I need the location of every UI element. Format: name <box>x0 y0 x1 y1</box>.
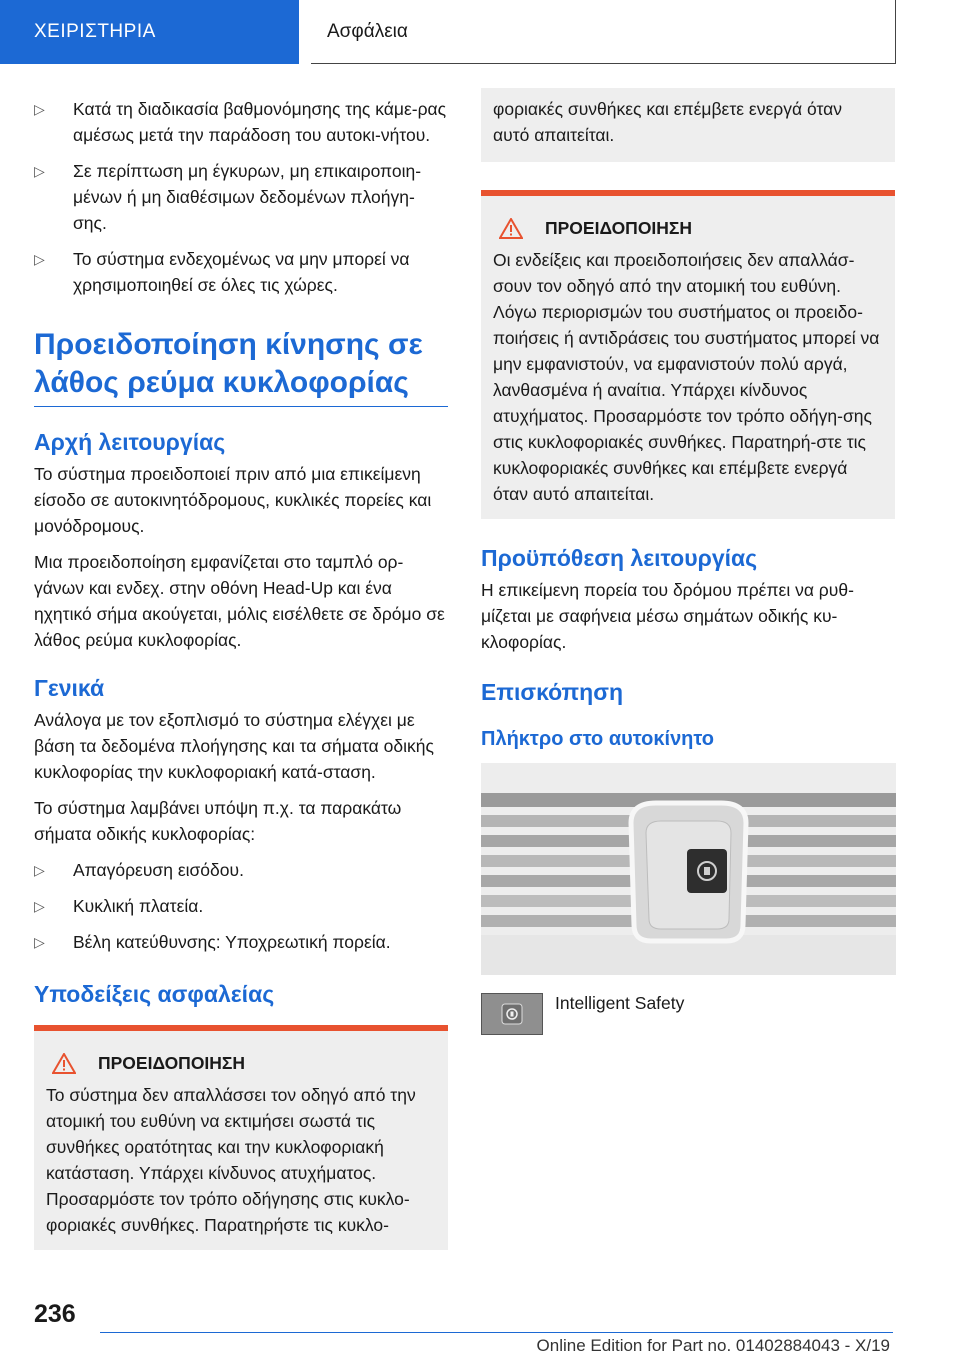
intelligent-safety-button[interactable] <box>481 993 543 1035</box>
button-panel-illustration <box>481 763 896 975</box>
header-section: ΧΕΙΡΙΣΤΗΡΙΑ <box>0 0 299 64</box>
list-item: ▷ Σε περίπτωση μη έγκυρων, μη επικαιροποιη-μένων ή μη διαθέσιμων δεδομένων πλοήγη-σης. <box>34 158 448 236</box>
list-item: ▷ Κυκλική πλατεία. <box>34 893 448 919</box>
warning-label: ΠΡΟΕΙΔΟΠΟΙΗΣΗ <box>98 1053 246 1073</box>
triangle-bullet-icon: ▷ <box>34 251 45 267</box>
vehicle-button-photo <box>481 763 896 975</box>
principle-paragraph-1: Το σύστημα προειδοποιεί πριν από μια επικείμενη είσοδο σε αυτοκινητόδρομους, κυκλικές πορείες και μονόδρομους. <box>34 464 432 536</box>
warning-label: ΠΡΟΕΙΔΟΠΟΙΗΣΗ <box>545 218 693 238</box>
warning-text: φοριακές συνθήκες και επέμβετε ενεργά όταν αυτό απαιτείται. <box>493 99 842 145</box>
list-item: ▷ Απαγόρευση εισόδου. <box>34 857 448 883</box>
warning-box-1-continued <box>481 88 895 162</box>
principle-heading: Αρχή λειτουργίας <box>34 429 226 455</box>
general-paragraph-2: Το σύστημα λαμβάνει υπόψη π.χ. τα παρακάτω σήματα οδικής κυκλοφορίας: <box>34 798 402 844</box>
warning-icon <box>52 1053 76 1074</box>
warning-text: Οι ενδείξεις και προειδοποιήσεις δεν απαλλάσ-σουν τον οδηγό από την ατομική του ευθύνη. Λόγω περιορισμών του συστήματος οι προειδο-ποιήσεις ή αντιδράσεις του συστήματος μπορεί να μην εμφανιστούν, να εμφανιστούν πολύ αργά, λανθασμένα ή αναίτια. Υπάρχει κίνδυνος ατυχήματος. Προσαρμόστε τον τρόπο οδήγη-σης στις κυκλοφοριακές συνθήκες. Παρατηρή-στε τις κυκλοφοριακές συνθήκες και επέμβετε ενεργά όταν αυτό απαιτείται. <box>493 250 880 504</box>
triangle-bullet-icon: ▷ <box>34 862 45 878</box>
intelligent-safety-icon <box>501 1003 523 1025</box>
general-heading: Γενικά <box>34 675 105 701</box>
triangle-bullet-icon: ▷ <box>34 101 45 117</box>
triangle-bullet-icon: ▷ <box>34 934 45 950</box>
warning-box-2 <box>481 190 895 519</box>
warning-icon <box>499 218 523 239</box>
list-item: ▷ Το σύστημα ενδεχομένως να μην μπορεί να χρησιμοποιηθεί σε όλες τις χώρες. <box>34 246 448 298</box>
page-number: 236 <box>34 1300 76 1328</box>
principle-paragraph-2: Μια προειδοποίηση εμφανίζεται στο ταμπλό ορ-γάνων και ενδεχ. στην οθόνη Head-Up και ένα ηχητικό σήμα ακούγεται, μόλις εισέλθετε σε δρόμο σε λάθος ρεύμα κυκλοφορίας. <box>34 552 445 650</box>
overview-heading: Επισκόπηση <box>481 679 623 705</box>
triangle-bullet-icon: ▷ <box>34 898 45 914</box>
button-label: Intelligent Safety <box>555 993 685 1013</box>
footer-divider <box>100 1332 893 1333</box>
safety-heading: Υποδείξεις ασφαλείας <box>34 981 275 1007</box>
prereq-heading: Προϋπόθεση λειτουργίας <box>481 545 758 571</box>
prereq-paragraph: Η επικείμενη πορεία του δρόμου πρέπει να ρυθ-μίζεται με σαφήνεια μέσω σημάτων οδικής κυ-κλοφορίας. <box>481 580 854 652</box>
warning-box-1 <box>34 1025 448 1250</box>
title-divider <box>34 406 448 407</box>
header-chapter: Ασφάλεια <box>311 0 896 64</box>
section-title: Προειδοποίηση κίνησης σε λάθος ρεύμα κυκλοφορίας <box>34 328 423 399</box>
left-column <box>34 96 448 1250</box>
general-paragraph-1: Ανάλογα με τον εξοπλισμό το σύστημα ελέγχει με βάση τα δεδομένα πλοήγησης και τα σήματα οδικής κυκλοφορίας την κυκλοφοριακή κατά-σταση. <box>34 710 434 782</box>
list-item: ▷ Βέλη κατεύθυνσης: Υποχρεωτική πορεία. <box>34 929 448 955</box>
button-heading: Πλήκτρο στο αυτοκίνητο <box>481 728 714 750</box>
list-item: ▷ Κατά τη διαδικασία βαθμονόμησης της κάμε-ρας αμέσως μετά την παράδοση του αυτοκι-νήτου. <box>34 96 448 148</box>
right-column <box>481 96 895 1035</box>
triangle-bullet-icon: ▷ <box>34 163 45 179</box>
warning-text: Το σύστημα δεν απαλλάσσει τον οδηγό από την ατομική του ευθύνη να εκτιμήσει σωστά τις συνθήκες ορατότητας και την κυκλοφοριακή κατάσταση. Υπάρχει κίνδυνος ατυχήματος. Προσαρμόστε τον τρόπο οδήγησης στις κυκλο-φοριακές συνθήκες. Παρατηρήστε τις κυκλο- <box>46 1085 416 1235</box>
edition-info: Online Edition for Part no. 01402884043 - X/19 <box>536 1336 890 1355</box>
